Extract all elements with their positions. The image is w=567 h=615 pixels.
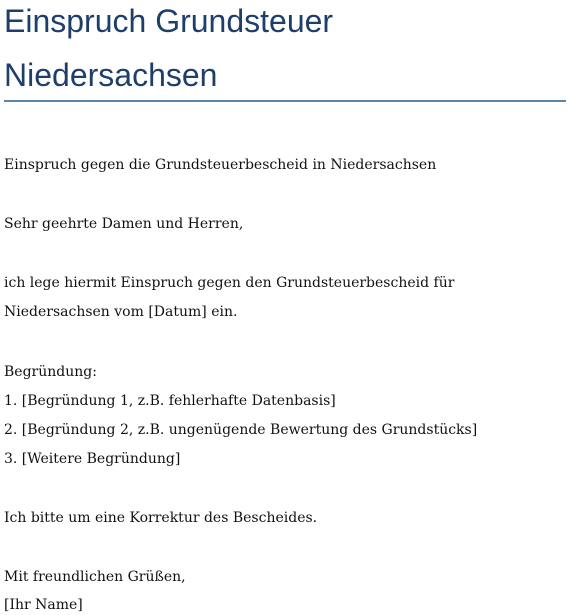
reason-item-2: 2. [Begründung 2, z.B. ungenügende Bewertung des Grundstücks] (4, 422, 478, 438)
subject-line: Einspruch gegen die Grundsteuerbescheid in Niedersachsen (4, 157, 437, 173)
request-paragraph: Ich bitte um eine Korrektur des Bescheides. (4, 510, 318, 526)
reason-item-1: 1. [Begründung 1, z.B. fehlerhafte Datenbasis] (4, 393, 336, 409)
reason-heading: Begründung: (4, 364, 97, 380)
title-line-2: Niedersachsen (4, 57, 218, 93)
document-title (4, 0, 564, 102)
salutation: Sehr geehrte Damen und Herren, (4, 216, 244, 232)
closing-line: Mit freundlichen Grüßen, (4, 569, 186, 585)
intro-paragraph: ich lege hiermit Einspruch gegen den Grundsteuerbescheid für Niedersachsen vom [Datum] ein. (4, 275, 455, 320)
reason-item-3: 3. [Weitere Begründung] (4, 451, 181, 467)
title-line-1: Einspruch Grundsteuer (4, 3, 334, 39)
title-divider (4, 100, 566, 102)
signature-placeholder: [Ihr Name] (4, 597, 83, 613)
